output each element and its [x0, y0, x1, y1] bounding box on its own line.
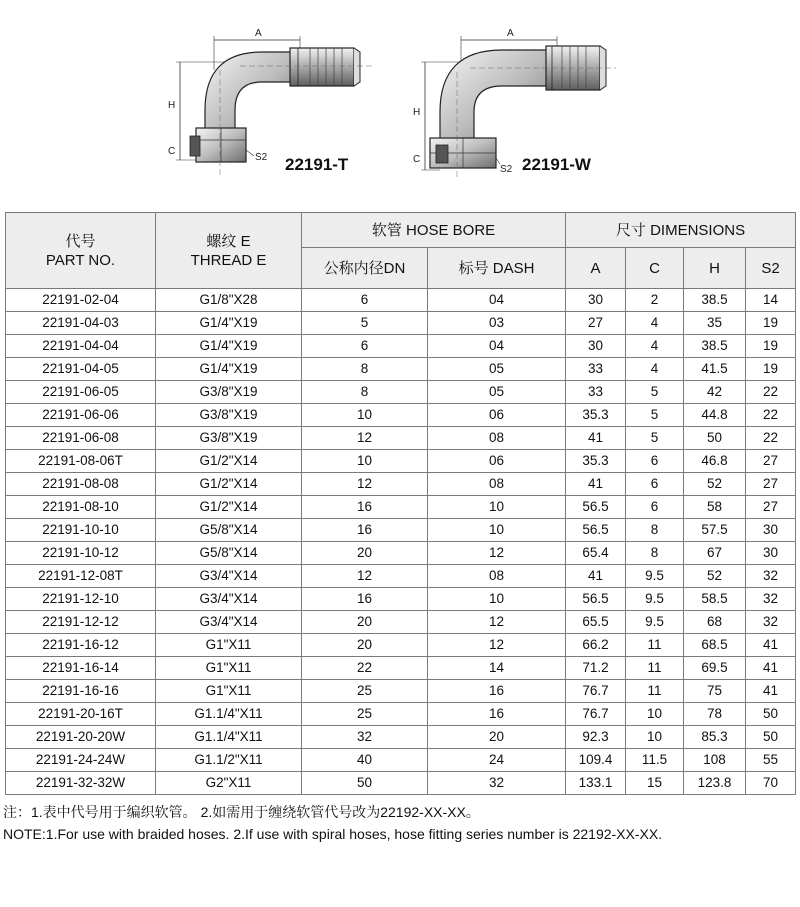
cell-dim-h: 35 [684, 312, 746, 335]
table-row [6, 726, 796, 749]
cell-dim-h: 57.5 [684, 519, 746, 542]
cell-dash: 08 [428, 473, 566, 496]
cell-dim-a: 76.7 [566, 703, 626, 726]
fig2-dim-s2: S2 [500, 164, 513, 175]
cell-part-no: 22191-06-08 [6, 427, 156, 450]
cell-dash: 16 [428, 703, 566, 726]
header-thread-en: THREAD E [190, 251, 267, 269]
cell-dim-a: 41 [566, 427, 626, 450]
cell-dim-h: 42 [684, 381, 746, 404]
cell-dn: 8 [302, 381, 428, 404]
table-row [6, 680, 796, 703]
table-row [6, 519, 796, 542]
cell-dim-s2: 32 [746, 588, 796, 611]
cell-dash: 16 [428, 680, 566, 703]
cell-dim-h: 67 [684, 542, 746, 565]
cell-dn: 10 [302, 450, 428, 473]
cell-dim-h: 41.5 [684, 358, 746, 381]
cell-dim-h: 78 [684, 703, 746, 726]
figure-label-w: 22191-W [522, 155, 591, 174]
cell-part-no: 22191-16-16 [6, 680, 156, 703]
cell-dim-h: 68 [684, 611, 746, 634]
table-row [6, 427, 796, 450]
cell-dim-s2: 22 [746, 404, 796, 427]
cell-thread: G1/4"X19 [156, 335, 302, 358]
cell-thread: G2"X11 [156, 772, 302, 795]
cell-dim-c: 8 [626, 542, 684, 565]
cell-part-no: 22191-20-20W [6, 726, 156, 749]
cell-thread: G1/4"X19 [156, 312, 302, 335]
cell-dim-a: 56.5 [566, 496, 626, 519]
fig2-dim-a: A [507, 28, 514, 39]
cell-dn: 5 [302, 312, 428, 335]
table-row [6, 565, 796, 588]
cell-part-no: 22191-16-12 [6, 634, 156, 657]
cell-dim-s2: 41 [746, 680, 796, 703]
cell-dash: 08 [428, 427, 566, 450]
cell-dim-s2: 19 [746, 358, 796, 381]
cell-part-no: 22191-10-12 [6, 542, 156, 565]
cell-dash: 05 [428, 358, 566, 381]
cell-dim-a: 65.5 [566, 611, 626, 634]
cell-part-no: 22191-12-10 [6, 588, 156, 611]
header-part-no-cn: 代号 [65, 232, 96, 250]
cell-dim-c: 9.5 [626, 588, 684, 611]
table-row [6, 450, 796, 473]
cell-dim-c: 10 [626, 726, 684, 749]
cell-dim-c: 6 [626, 450, 684, 473]
cell-dim-a: 41 [566, 473, 626, 496]
cell-dim-a: 35.3 [566, 404, 626, 427]
cell-part-no: 22191-20-16T [6, 703, 156, 726]
cell-thread: G1"X11 [156, 657, 302, 680]
fig1-dim-a: A [255, 28, 262, 39]
cell-dash: 24 [428, 749, 566, 772]
cell-dim-a: 30 [566, 335, 626, 358]
cell-dim-s2: 30 [746, 519, 796, 542]
cell-dash: 10 [428, 588, 566, 611]
cell-dim-a: 35.3 [566, 450, 626, 473]
header-c: C [626, 248, 684, 289]
note-chinese: 注：1.表中代号用于编织软管。 2.如需用于缠绕软管代号改为22192-XX-XX。 [3, 804, 480, 820]
cell-dim-s2: 19 [746, 312, 796, 335]
cell-dn: 6 [302, 289, 428, 312]
cell-dim-s2: 41 [746, 657, 796, 680]
cell-dash: 10 [428, 496, 566, 519]
cell-thread: G1/8"X28 [156, 289, 302, 312]
cell-dash: 06 [428, 450, 566, 473]
cell-dim-a: 76.7 [566, 680, 626, 703]
cell-thread: G3/8"X19 [156, 427, 302, 450]
fitting-drawings [0, 0, 800, 200]
cell-dim-a: 33 [566, 381, 626, 404]
header-dn: 公称内径DN [302, 248, 428, 289]
cell-dim-s2: 14 [746, 289, 796, 312]
cell-dash: 06 [428, 404, 566, 427]
cell-dash: 32 [428, 772, 566, 795]
table-row [6, 312, 796, 335]
cell-dim-h: 69.5 [684, 657, 746, 680]
cell-part-no: 22191-16-14 [6, 657, 156, 680]
cell-dn: 16 [302, 496, 428, 519]
cell-dim-c: 11 [626, 634, 684, 657]
cell-dim-s2: 32 [746, 611, 796, 634]
cell-dn: 20 [302, 611, 428, 634]
cell-dim-s2: 50 [746, 703, 796, 726]
header-part-no-en: PART NO. [45, 251, 116, 269]
cell-dim-c: 10 [626, 703, 684, 726]
cell-dash: 10 [428, 519, 566, 542]
table-row [6, 772, 796, 795]
cell-dn: 22 [302, 657, 428, 680]
cell-dim-c: 4 [626, 335, 684, 358]
header-s2: S2 [746, 248, 796, 289]
cell-dim-a: 66.2 [566, 634, 626, 657]
cell-part-no: 22191-10-10 [6, 519, 156, 542]
cell-dim-s2: 27 [746, 450, 796, 473]
cell-thread: G3/8"X19 [156, 381, 302, 404]
cell-dim-c: 9.5 [626, 565, 684, 588]
cell-dim-c: 5 [626, 404, 684, 427]
cell-thread: G3/4"X14 [156, 565, 302, 588]
cell-part-no: 22191-08-06T [6, 450, 156, 473]
cell-dn: 32 [302, 726, 428, 749]
cell-dim-a: 71.2 [566, 657, 626, 680]
table-row [6, 496, 796, 519]
cell-dash: 03 [428, 312, 566, 335]
cell-dim-c: 8 [626, 519, 684, 542]
cell-dim-s2: 55 [746, 749, 796, 772]
cell-dn: 10 [302, 404, 428, 427]
cell-dim-h: 58 [684, 496, 746, 519]
fig2-dim-c: C [413, 154, 421, 165]
table-row [6, 749, 796, 772]
cell-dim-h: 50 [684, 427, 746, 450]
cell-dim-h: 38.5 [684, 289, 746, 312]
cell-part-no: 22191-12-12 [6, 611, 156, 634]
table-row [6, 289, 796, 312]
cell-dash: 08 [428, 565, 566, 588]
cell-part-no: 22191-04-05 [6, 358, 156, 381]
fig1-dim-s2: S2 [255, 152, 268, 163]
cell-part-no: 22191-08-08 [6, 473, 156, 496]
cell-dim-h: 108 [684, 749, 746, 772]
cell-dash: 20 [428, 726, 566, 749]
table-row [6, 542, 796, 565]
cell-dim-s2: 50 [746, 726, 796, 749]
fig1-dim-h: H [168, 100, 176, 111]
cell-thread: G1/2"X14 [156, 450, 302, 473]
cell-dim-a: 56.5 [566, 519, 626, 542]
cell-part-no: 22191-04-03 [6, 312, 156, 335]
cell-dim-s2: 19 [746, 335, 796, 358]
cell-dim-h: 52 [684, 473, 746, 496]
header-a: A [566, 248, 626, 289]
cell-part-no: 22191-06-06 [6, 404, 156, 427]
cell-dim-s2: 27 [746, 496, 796, 519]
cell-dim-a: 133.1 [566, 772, 626, 795]
cell-dn: 25 [302, 680, 428, 703]
cell-dim-c: 11 [626, 680, 684, 703]
header-thread [156, 213, 302, 289]
cell-dim-a: 27 [566, 312, 626, 335]
cell-thread: G1/2"X14 [156, 496, 302, 519]
drawing-area [0, 0, 800, 200]
cell-dim-a: 41 [566, 565, 626, 588]
cell-dash: 05 [428, 381, 566, 404]
cell-dim-c: 5 [626, 427, 684, 450]
table-row [6, 588, 796, 611]
cell-dn: 12 [302, 427, 428, 450]
cell-dim-s2: 70 [746, 772, 796, 795]
cell-thread: G3/4"X14 [156, 588, 302, 611]
cell-dn: 16 [302, 588, 428, 611]
cell-dim-s2: 22 [746, 381, 796, 404]
header-part-no [6, 213, 156, 289]
table-row [6, 358, 796, 381]
cell-dn: 12 [302, 473, 428, 496]
cell-dim-s2: 41 [746, 634, 796, 657]
table-row [6, 381, 796, 404]
cell-dash: 12 [428, 634, 566, 657]
cell-dim-h: 52 [684, 565, 746, 588]
cell-thread: G3/8"X19 [156, 404, 302, 427]
cell-dim-h: 44.8 [684, 404, 746, 427]
cell-thread: G5/8"X14 [156, 542, 302, 565]
cell-dim-h: 68.5 [684, 634, 746, 657]
cell-part-no: 22191-12-08T [6, 565, 156, 588]
cell-dim-h: 58.5 [684, 588, 746, 611]
cell-dn: 40 [302, 749, 428, 772]
cell-thread: G3/4"X14 [156, 611, 302, 634]
cell-thread: G1"X11 [156, 634, 302, 657]
cell-part-no: 22191-24-24W [6, 749, 156, 772]
cell-part-no: 22191-06-05 [6, 381, 156, 404]
cell-thread: G1.1/2"X11 [156, 749, 302, 772]
cell-dim-c: 15 [626, 772, 684, 795]
cell-dim-h: 123.8 [684, 772, 746, 795]
cell-dash: 04 [428, 335, 566, 358]
cell-dim-h: 85.3 [684, 726, 746, 749]
cell-dim-c: 6 [626, 496, 684, 519]
cell-dash: 04 [428, 289, 566, 312]
cell-dash: 14 [428, 657, 566, 680]
fig2-dim-h: H [413, 107, 421, 118]
spec-table [5, 212, 796, 795]
cell-dn: 6 [302, 335, 428, 358]
header-hose-bore: 软管 HOSE BORE [302, 213, 566, 248]
cell-dim-h: 75 [684, 680, 746, 703]
cell-dim-a: 65.4 [566, 542, 626, 565]
header-h: H [684, 248, 746, 289]
table-row [6, 404, 796, 427]
cell-dim-c: 4 [626, 312, 684, 335]
cell-dim-c: 11 [626, 657, 684, 680]
header-thread-cn: 螺纹 E [206, 232, 251, 250]
header-dash: 标号 DASH [428, 248, 566, 289]
table-row [6, 611, 796, 634]
cell-dim-c: 2 [626, 289, 684, 312]
cell-dim-a: 33 [566, 358, 626, 381]
table-row [6, 473, 796, 496]
cell-dim-s2: 27 [746, 473, 796, 496]
cell-dim-a: 109.4 [566, 749, 626, 772]
cell-thread: G5/8"X14 [156, 519, 302, 542]
cell-part-no: 22191-08-10 [6, 496, 156, 519]
cell-dn: 16 [302, 519, 428, 542]
spec-table-body [6, 289, 796, 795]
cell-thread: G1/2"X14 [156, 473, 302, 496]
note-english: NOTE:1.For use with braided hoses. 2.If use with spiral hoses, hose fitting series number is 22192-XX-XX. [3, 826, 663, 842]
table-row [6, 335, 796, 358]
cell-dn: 20 [302, 542, 428, 565]
cell-dim-a: 92.3 [566, 726, 626, 749]
cell-thread: G1/4"X19 [156, 358, 302, 381]
cell-part-no: 22191-02-04 [6, 289, 156, 312]
cell-dn: 20 [302, 634, 428, 657]
cell-dim-c: 6 [626, 473, 684, 496]
table-row [6, 657, 796, 680]
cell-dim-c: 11.5 [626, 749, 684, 772]
cell-dim-s2: 30 [746, 542, 796, 565]
table-row [6, 634, 796, 657]
cell-dim-c: 5 [626, 381, 684, 404]
cell-dim-c: 9.5 [626, 611, 684, 634]
cell-dim-a: 30 [566, 289, 626, 312]
cell-dash: 12 [428, 542, 566, 565]
cell-thread: G1.1/4"X11 [156, 726, 302, 749]
cell-part-no: 22191-04-04 [6, 335, 156, 358]
cell-dim-a: 56.5 [566, 588, 626, 611]
cell-dn: 50 [302, 772, 428, 795]
cell-dim-c: 4 [626, 358, 684, 381]
cell-dim-s2: 32 [746, 565, 796, 588]
cell-dim-h: 38.5 [684, 335, 746, 358]
cell-thread: G1"X11 [156, 680, 302, 703]
cell-dn: 25 [302, 703, 428, 726]
cell-dn: 12 [302, 565, 428, 588]
cell-thread: G1.1/4"X11 [156, 703, 302, 726]
cell-part-no: 22191-32-32W [6, 772, 156, 795]
figure-label-t: 22191-T [285, 155, 349, 174]
fig1-dim-c: C [168, 146, 176, 157]
header-dimensions: 尺寸 DIMENSIONS [566, 213, 796, 248]
cell-dim-s2: 22 [746, 427, 796, 450]
cell-dn: 8 [302, 358, 428, 381]
cell-dash: 12 [428, 611, 566, 634]
table-row [6, 703, 796, 726]
cell-dim-h: 46.8 [684, 450, 746, 473]
